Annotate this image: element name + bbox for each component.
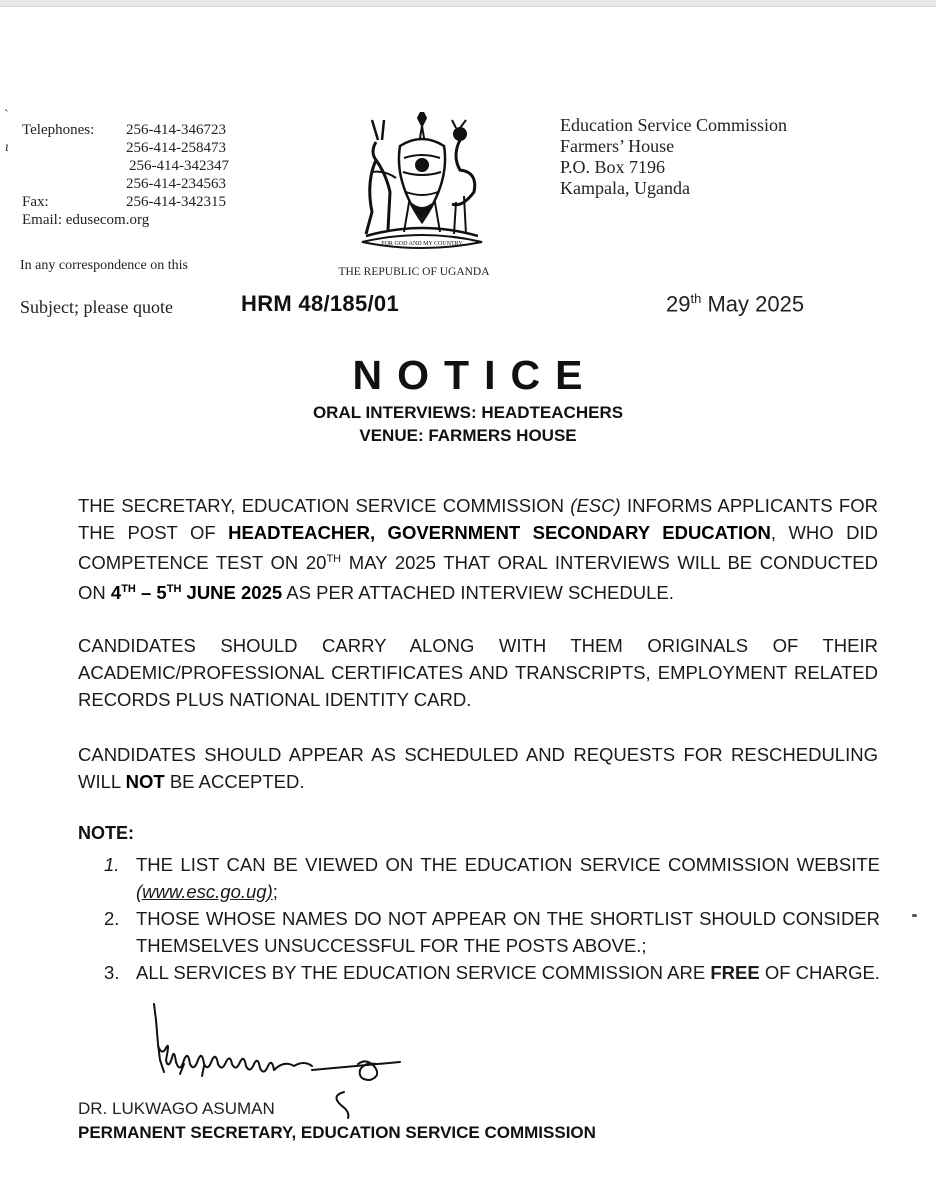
note-list — [104, 851, 880, 986]
address-line: Kampala, Uganda — [560, 178, 690, 198]
letter-date: 29th May 2025 — [666, 291, 805, 317]
signatory-title: PERMANENT SECRETARY, EDUCATION SERVICE COMMISSION — [78, 1123, 596, 1142]
telephone-label: Telephones: — [22, 122, 95, 138]
schedule-paragraph: CANDIDATES SHOULD APPEAR AS SCHEDULED AND REQUESTS FOR RESCHEDULING WILL NOT BE ACCEPTED. — [78, 744, 878, 792]
scan-mark — [912, 914, 917, 917]
list-item: 1. THE LIST CAN BE VIEWED ON THE EDUCATION SERVICE COMMISSION WEBSITE (www.esc.go.ug); — [104, 854, 880, 902]
email-address: Email: edusecom.org — [22, 212, 150, 228]
address-block — [560, 115, 787, 199]
correspondence-line: In any correspondence on this — [20, 258, 188, 273]
requirements-paragraph: CANDIDATES SHOULD CARRY ALONG WITH THEM ORIGINALS OF THEIR ACADEMIC/PROFESSIONAL CERTIFICATES AND TRANSCRIPTS, EMPLOYMENT RELATED RECORDS PLUS NATIONAL IDENTITY CARD. — [78, 635, 878, 710]
notice-subtitle: ORAL INTERVIEWS: HEADTEACHERS — [312, 403, 624, 422]
page-top-border — [0, 0, 936, 7]
motto-text: FOR GOD AND MY COUNTRY — [381, 241, 463, 247]
address-line: Farmers’ House — [560, 136, 675, 156]
fax-label: Fax: — [22, 194, 49, 210]
fax-number: 256-414-342315 — [126, 194, 226, 210]
telephone-number: 256-414-234563 — [126, 176, 226, 192]
telephone-number: 256-414-258473 — [126, 140, 226, 156]
scan-mark: ɩ — [5, 140, 9, 155]
coat-of-arms-emblem — [348, 112, 496, 260]
venue-subtitle: VENUE: FARMERS HOUSE — [359, 426, 577, 445]
reference-number: HRM 48/185/01 — [241, 291, 399, 316]
announcement-paragraph: THE SECRETARY, EDUCATION SERVICE COMMISSION (ESC) INFORMS APPLICANTS FOR THE POST OF HEADTEACHER, GOVERNMENT SECONDARY EDUCATION, WHO DID COMPETENCE TEST ON 20TH MAY 2025 THAT ORAL INTERVIEWS WILL BE CONDUCTED ON 4TH – 5TH JUNE 2025 AS PER ATTACHED INTERVIEW SCHEDULE. — [78, 495, 878, 604]
contact-block — [22, 121, 259, 229]
scan-mark: ` — [4, 108, 9, 123]
telephone-number: 256-414-342347 — [129, 158, 229, 174]
address-line: P.O. Box 7196 — [560, 157, 666, 177]
list-item: 2. THOSE WHOSE NAMES DO NOT APPEAR ON THE SHORTLIST SHOULD CONSIDER THEMSELVES UNSUCCESSFUL FOR THE POSTS ABOVE.; — [104, 908, 880, 956]
address-line: Education Service Commission — [560, 115, 787, 135]
signatory-name: DR. LUKWAGO ASUMAN — [78, 1099, 275, 1118]
republic-label: THE REPUBLIC OF UGANDA — [338, 266, 490, 278]
notice-title: NOTICE — [352, 352, 598, 398]
subject-line: Subject; please quote — [20, 297, 173, 317]
website-link[interactable]: (www.esc.go.ug) — [136, 881, 273, 902]
telephone-number: 256-414-346723 — [126, 122, 226, 138]
list-item: 3. ALL SERVICES BY THE EDUCATION SERVICE COMMISSION ARE FREE OF CHARGE. — [104, 962, 880, 983]
note-heading: NOTE: — [78, 823, 134, 843]
